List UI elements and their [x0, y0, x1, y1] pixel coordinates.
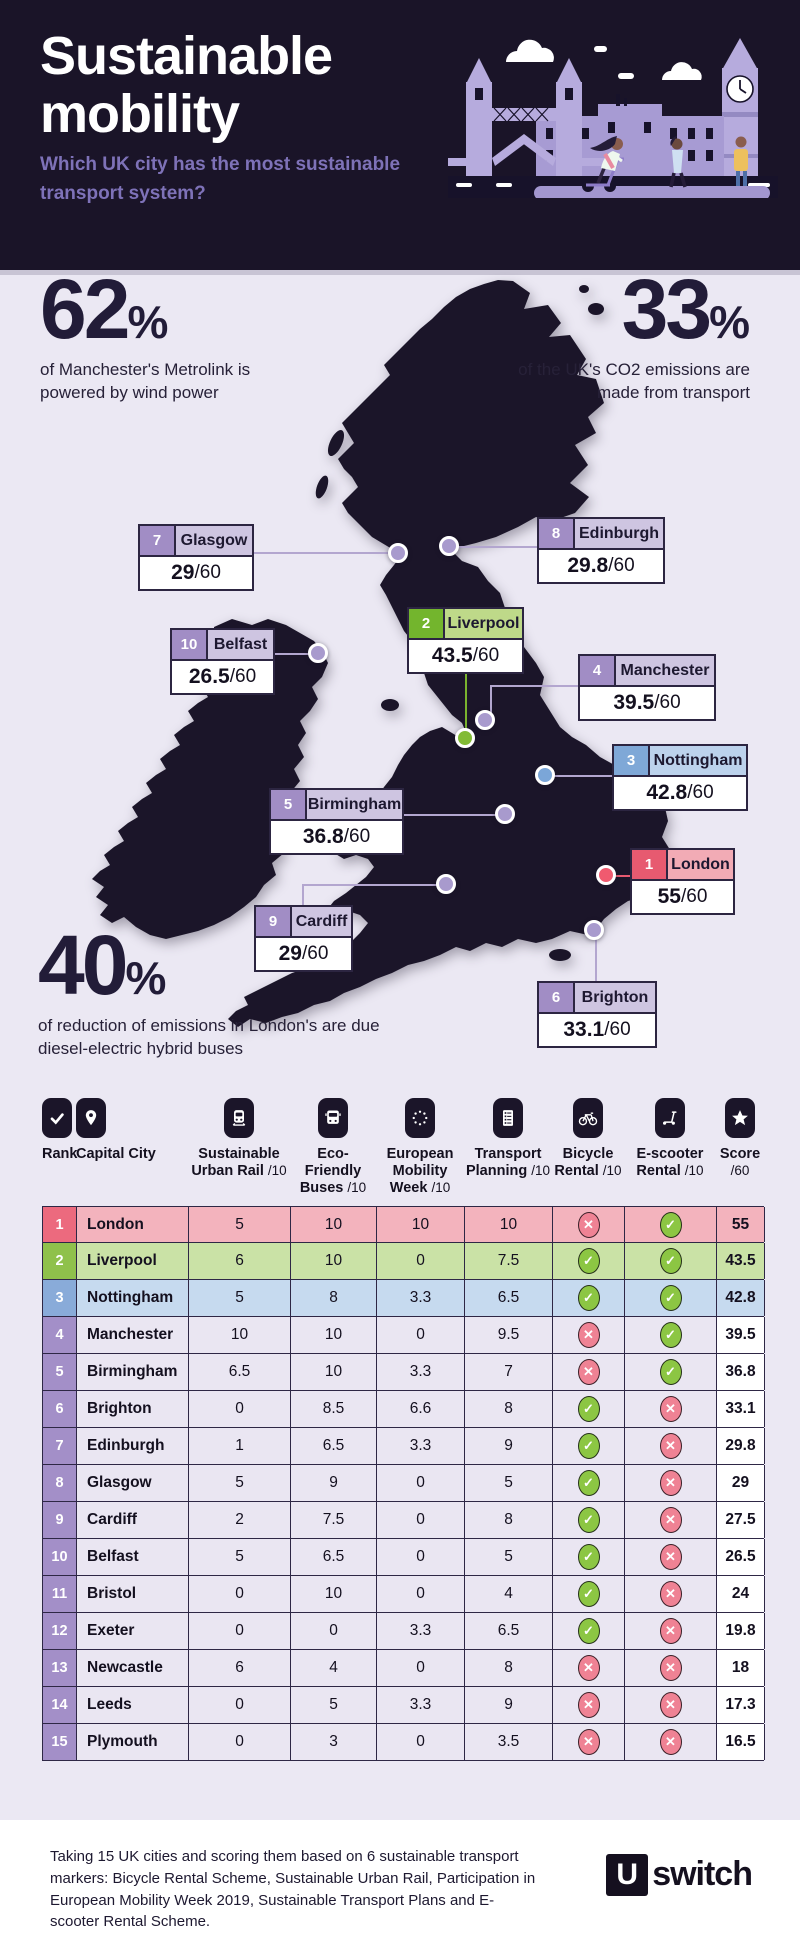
rank-badge: 9 [256, 907, 292, 936]
cross-icon: ✕ [660, 1729, 682, 1755]
cell-rail: 1 [189, 1428, 291, 1464]
column-mobility-week: European Mobility Week /10 [376, 1098, 464, 1196]
city-callout [254, 905, 353, 972]
page-subtitle: Which UK city has the most sustainable transport system? [40, 154, 401, 205]
cell-rail: 6 [189, 1243, 291, 1279]
cell-scooter [625, 1354, 717, 1390]
city-score: 26.5 /60 [172, 661, 273, 693]
column-capital-city: Capital City [76, 1098, 188, 1196]
cross-icon: ✕ [660, 1433, 682, 1459]
cell-bicycle [553, 1613, 625, 1649]
cell-buses: 10 [291, 1354, 377, 1390]
city-score: 42.8 /60 [614, 777, 746, 809]
city-dot [455, 728, 475, 748]
cell-score: 29 [717, 1465, 765, 1501]
cell-week: 0 [377, 1243, 465, 1279]
cell-rank: 4 [43, 1317, 77, 1353]
cell-week: 0 [377, 1724, 465, 1760]
table-header [42, 1098, 764, 1196]
cell-score: 17.3 [717, 1687, 765, 1723]
check-icon: ✓ [578, 1470, 600, 1496]
cell-planning: 5 [465, 1465, 553, 1501]
cell-buses: 4 [291, 1650, 377, 1686]
cell-rail: 0 [189, 1724, 291, 1760]
table-row [42, 1687, 764, 1724]
cell-bicycle [553, 1428, 625, 1464]
cell-score: 18 [717, 1650, 765, 1686]
cell-rail: 5 [189, 1280, 291, 1316]
cell-city: Plymouth [77, 1724, 189, 1760]
cell-score: 39.5 [717, 1317, 765, 1353]
cell-buses: 5 [291, 1687, 377, 1723]
city-name: Edinburgh [579, 524, 659, 542]
table-row [42, 1724, 764, 1761]
check-icon: ✓ [578, 1433, 600, 1459]
cell-planning: 6.5 [465, 1613, 553, 1649]
table-row [42, 1354, 764, 1391]
cell-rail: 6.5 [189, 1354, 291, 1390]
cell-rank: 7 [43, 1428, 77, 1464]
cell-week: 0 [377, 1576, 465, 1612]
cell-bicycle [553, 1539, 625, 1575]
cell-city: London [77, 1207, 189, 1242]
check-icon: ✓ [578, 1544, 600, 1570]
score-table-section [0, 1080, 800, 1820]
city-callout [170, 628, 275, 695]
city-dot [439, 536, 459, 556]
rank-badge: 5 [271, 790, 307, 819]
cell-score: 36.8 [717, 1354, 765, 1390]
cell-planning: 8 [465, 1502, 553, 1538]
city-name: Liverpool [447, 614, 520, 632]
city-callout [630, 848, 735, 915]
table-row [42, 1280, 764, 1317]
cell-score: 24 [717, 1576, 765, 1612]
cross-icon: ✕ [660, 1581, 682, 1607]
check-icon: ✓ [660, 1248, 682, 1274]
cell-scooter [625, 1243, 717, 1279]
cross-icon: ✕ [578, 1655, 600, 1681]
cell-buses: 6.5 [291, 1428, 377, 1464]
cell-week: 0 [377, 1539, 465, 1575]
check-icon: ✓ [578, 1285, 600, 1311]
cell-bicycle [553, 1391, 625, 1427]
uswitch-logo-text: switch [652, 1855, 752, 1893]
cross-icon: ✕ [578, 1692, 600, 1718]
cell-score: 29.8 [717, 1428, 765, 1464]
cell-city: Brighton [77, 1391, 189, 1427]
cross-icon: ✕ [660, 1396, 682, 1422]
cell-rank: 1 [43, 1207, 77, 1242]
city-name: Manchester [620, 661, 710, 679]
cell-scooter [625, 1428, 717, 1464]
check-icon: ✓ [578, 1507, 600, 1533]
city-callout [537, 517, 665, 584]
table-row [42, 1243, 764, 1280]
city-name: Cardiff [295, 912, 348, 930]
city-dot [596, 865, 616, 885]
city-name: Belfast [213, 635, 268, 653]
table-row [42, 1428, 764, 1465]
cell-buses: 8.5 [291, 1391, 377, 1427]
cell-buses: 0 [291, 1613, 377, 1649]
cell-rank: 8 [43, 1465, 77, 1501]
check-icon [42, 1098, 72, 1138]
cell-planning: 6.5 [465, 1280, 553, 1316]
cell-score: 26.5 [717, 1539, 765, 1575]
cell-rail: 10 [189, 1317, 291, 1353]
cell-buses: 7.5 [291, 1502, 377, 1538]
cell-rank: 6 [43, 1391, 77, 1427]
bicycle-icon [573, 1098, 603, 1138]
cell-planning: 9 [465, 1687, 553, 1723]
london-illustration [448, 26, 778, 203]
methodology-note: Taking 15 UK cities and scoring them based on 6 sustainable transport markers: Bicycle Rental Scheme, Sustainable Urban Rail, Participation in European Mobility Week 2019, Sustainable Transport Plans and E-scooter Rental Scheme. [50, 1848, 536, 1931]
city-dot [584, 920, 604, 940]
clouds-icon [506, 40, 702, 80]
cell-score: 43.5 [717, 1243, 765, 1279]
cell-city: Liverpool [77, 1243, 189, 1279]
cross-icon: ✕ [578, 1212, 600, 1238]
cell-rail: 5 [189, 1539, 291, 1575]
city-name: Birmingham [307, 795, 402, 813]
cell-rank: 14 [43, 1687, 77, 1723]
cell-rank: 11 [43, 1576, 77, 1612]
cell-buses: 8 [291, 1280, 377, 1316]
cell-scooter [625, 1465, 717, 1501]
table-row [42, 1391, 764, 1428]
cross-icon: ✕ [660, 1618, 682, 1644]
stat-text: of the UK's CO2 emissions are made from transport [518, 360, 750, 402]
check-icon: ✓ [578, 1396, 600, 1422]
header [0, 0, 800, 270]
city-callout [578, 654, 716, 721]
cell-buses: 9 [291, 1465, 377, 1501]
city-callout [269, 788, 404, 855]
rank-badge: 4 [580, 656, 616, 685]
city-score: 29.8 /60 [539, 550, 663, 582]
rank-badge: 1 [632, 850, 668, 879]
cell-bicycle [553, 1576, 625, 1612]
cell-bicycle [553, 1502, 625, 1538]
cell-planning: 10 [465, 1207, 553, 1242]
cell-bicycle [553, 1317, 625, 1353]
train-icon [224, 1098, 254, 1138]
cell-rail: 0 [189, 1391, 291, 1427]
city-score: 39.5 /60 [580, 687, 714, 719]
clipboard-icon [493, 1098, 523, 1138]
score-table-body [42, 1206, 764, 1761]
cross-icon: ✕ [660, 1692, 682, 1718]
cell-city: Leeds [77, 1687, 189, 1723]
column-bicycle-rental: Bicycle Rental /10 [552, 1098, 624, 1196]
city-name: Nottingham [653, 751, 743, 769]
column-urban-rail: Sustainable Urban Rail /10 [188, 1098, 290, 1196]
stat-text: of reduction of emissions in London's are due diesel-electric hybrid buses [38, 1016, 380, 1058]
city-dot [388, 543, 408, 563]
cell-rank: 12 [43, 1613, 77, 1649]
cell-week: 3.3 [377, 1354, 465, 1390]
city-score: 36.8 /60 [271, 821, 402, 853]
cross-icon: ✕ [578, 1322, 600, 1348]
cell-rank: 5 [43, 1354, 77, 1390]
cell-scooter [625, 1724, 717, 1760]
city-score: 29 /60 [140, 557, 252, 589]
cell-score: 16.5 [717, 1724, 765, 1760]
cell-bicycle [553, 1687, 625, 1723]
table-row [42, 1465, 764, 1502]
cell-score: 27.5 [717, 1502, 765, 1538]
cell-rail: 5 [189, 1207, 291, 1242]
city-dot [535, 765, 555, 785]
cell-scooter [625, 1280, 717, 1316]
cell-score: 33.1 [717, 1391, 765, 1427]
stat-value: 33% [621, 262, 750, 356]
cell-week: 0 [377, 1317, 465, 1353]
eu-stars-icon [405, 1098, 435, 1138]
star-icon [725, 1098, 755, 1138]
cell-scooter [625, 1391, 717, 1427]
cell-city: Exeter [77, 1613, 189, 1649]
cell-rail: 0 [189, 1576, 291, 1612]
city-dot [495, 804, 515, 824]
cell-planning: 4 [465, 1576, 553, 1612]
cell-buses: 6.5 [291, 1539, 377, 1575]
cell-score: 55 [717, 1207, 765, 1242]
cell-city: Nottingham [77, 1280, 189, 1316]
cell-scooter [625, 1687, 717, 1723]
stat-co2-transport [490, 262, 750, 405]
cell-week: 0 [377, 1502, 465, 1538]
cell-week: 0 [377, 1465, 465, 1501]
cell-scooter [625, 1317, 717, 1353]
rank-badge: 10 [172, 630, 208, 659]
cell-week: 0 [377, 1650, 465, 1686]
cell-city: Bristol [77, 1576, 189, 1612]
check-icon: ✓ [660, 1285, 682, 1311]
cell-planning: 8 [465, 1391, 553, 1427]
rank-badge: 7 [140, 526, 176, 555]
cell-planning: 9.5 [465, 1317, 553, 1353]
footer [0, 1820, 800, 1938]
cell-city: Cardiff [77, 1502, 189, 1538]
check-icon: ✓ [578, 1581, 600, 1607]
table-row [42, 1206, 764, 1243]
cell-week: 6.6 [377, 1391, 465, 1427]
check-icon: ✓ [660, 1359, 682, 1385]
check-icon: ✓ [578, 1248, 600, 1274]
cell-week: 3.3 [377, 1428, 465, 1464]
cell-scooter [625, 1502, 717, 1538]
page-title: Sustainable mobility [40, 26, 333, 144]
cross-icon: ✕ [660, 1544, 682, 1570]
cell-bicycle [553, 1354, 625, 1390]
cross-icon: ✕ [660, 1470, 682, 1496]
city-score: 29 /60 [256, 938, 351, 970]
table-row [42, 1613, 764, 1650]
cell-city: Belfast [77, 1539, 189, 1575]
city-name: Glasgow [180, 531, 248, 549]
cell-planning: 5 [465, 1539, 553, 1575]
cell-week: 3.3 [377, 1687, 465, 1723]
cell-city: Birmingham [77, 1354, 189, 1390]
cross-icon: ✕ [660, 1655, 682, 1681]
city-callout [138, 524, 254, 591]
cell-planning: 9 [465, 1428, 553, 1464]
cell-rail: 5 [189, 1465, 291, 1501]
cell-bicycle [553, 1243, 625, 1279]
stat-text: of Manchester's Metrolink is powered by wind power [40, 360, 251, 402]
cell-week: 3.3 [377, 1280, 465, 1316]
rank-badge: 3 [614, 746, 650, 775]
cell-scooter [625, 1539, 717, 1575]
cell-buses: 10 [291, 1207, 377, 1242]
column-rank: Rank [42, 1098, 76, 1196]
cell-buses: 3 [291, 1724, 377, 1760]
cell-rank: 10 [43, 1539, 77, 1575]
cell-scooter [625, 1576, 717, 1612]
city-score: 33.1 /60 [539, 1014, 655, 1046]
cell-week: 3.3 [377, 1613, 465, 1649]
stat-value: 62% [40, 262, 169, 356]
city-name: Brighton [581, 988, 649, 1006]
cell-rail: 6 [189, 1650, 291, 1686]
city-score: 55 /60 [632, 881, 733, 913]
table-row [42, 1502, 764, 1539]
stat-value: 40% [38, 918, 167, 1012]
stat-manchester-wind [40, 262, 268, 405]
column-eco-buses: Eco-Friendly Buses /10 [290, 1098, 376, 1196]
cell-score: 19.8 [717, 1613, 765, 1649]
cell-planning: 7 [465, 1354, 553, 1390]
city-dot [475, 710, 495, 730]
rank-badge: 6 [539, 983, 575, 1012]
cell-planning: 8 [465, 1650, 553, 1686]
check-icon: ✓ [578, 1618, 600, 1644]
cell-rank: 15 [43, 1724, 77, 1760]
cell-rail: 0 [189, 1613, 291, 1649]
city-dot [308, 643, 328, 663]
cell-bicycle [553, 1207, 625, 1242]
rank-badge: 8 [539, 519, 575, 548]
city-score: 43.5 /60 [409, 640, 522, 672]
cell-rank: 9 [43, 1502, 77, 1538]
cell-planning: 7.5 [465, 1243, 553, 1279]
cell-rank: 13 [43, 1650, 77, 1686]
cross-icon: ✕ [578, 1359, 600, 1385]
table-row [42, 1576, 764, 1613]
city-dot [436, 874, 456, 894]
cell-rail: 2 [189, 1502, 291, 1538]
column-escooter-rental: E-scooter Rental /10 [624, 1098, 716, 1196]
table-row [42, 1317, 764, 1354]
tower-bridge-icon [448, 58, 604, 182]
check-icon: ✓ [660, 1212, 682, 1238]
cell-rail: 0 [189, 1687, 291, 1723]
cross-icon: ✕ [578, 1729, 600, 1755]
cell-planning: 3.5 [465, 1724, 553, 1760]
cell-score: 42.8 [717, 1280, 765, 1316]
city-callout [407, 607, 524, 674]
scooter-icon [655, 1098, 685, 1138]
cross-icon: ✕ [660, 1507, 682, 1533]
cell-city: Glasgow [77, 1465, 189, 1501]
check-icon: ✓ [660, 1322, 682, 1348]
cell-buses: 10 [291, 1243, 377, 1279]
city-callout [537, 981, 657, 1048]
platform [534, 186, 770, 198]
cell-city: Manchester [77, 1317, 189, 1353]
cell-bicycle [553, 1724, 625, 1760]
city-callout [612, 744, 748, 811]
uswitch-logo [606, 1854, 752, 1938]
cell-bicycle [553, 1650, 625, 1686]
cell-city: Newcastle [77, 1650, 189, 1686]
city-name: London [671, 855, 730, 873]
column-score: Score /60 [716, 1098, 764, 1196]
cell-rank: 3 [43, 1280, 77, 1316]
uswitch-logo-mark: U [606, 1854, 648, 1896]
table-row [42, 1539, 764, 1576]
cell-scooter [625, 1650, 717, 1686]
pin-icon [76, 1098, 106, 1138]
bus-icon [318, 1098, 348, 1138]
cell-bicycle [553, 1280, 625, 1316]
cell-buses: 10 [291, 1317, 377, 1353]
column-transport-planning: Transport Planning /10 [464, 1098, 552, 1196]
cell-week: 10 [377, 1207, 465, 1242]
cell-city: Edinburgh [77, 1428, 189, 1464]
rank-badge: 2 [409, 609, 445, 638]
map-section [0, 262, 800, 1080]
cell-rank: 2 [43, 1243, 77, 1279]
cell-buses: 10 [291, 1576, 377, 1612]
cell-bicycle [553, 1465, 625, 1501]
cell-scooter [625, 1613, 717, 1649]
table-row [42, 1650, 764, 1687]
cell-scooter [625, 1207, 717, 1242]
